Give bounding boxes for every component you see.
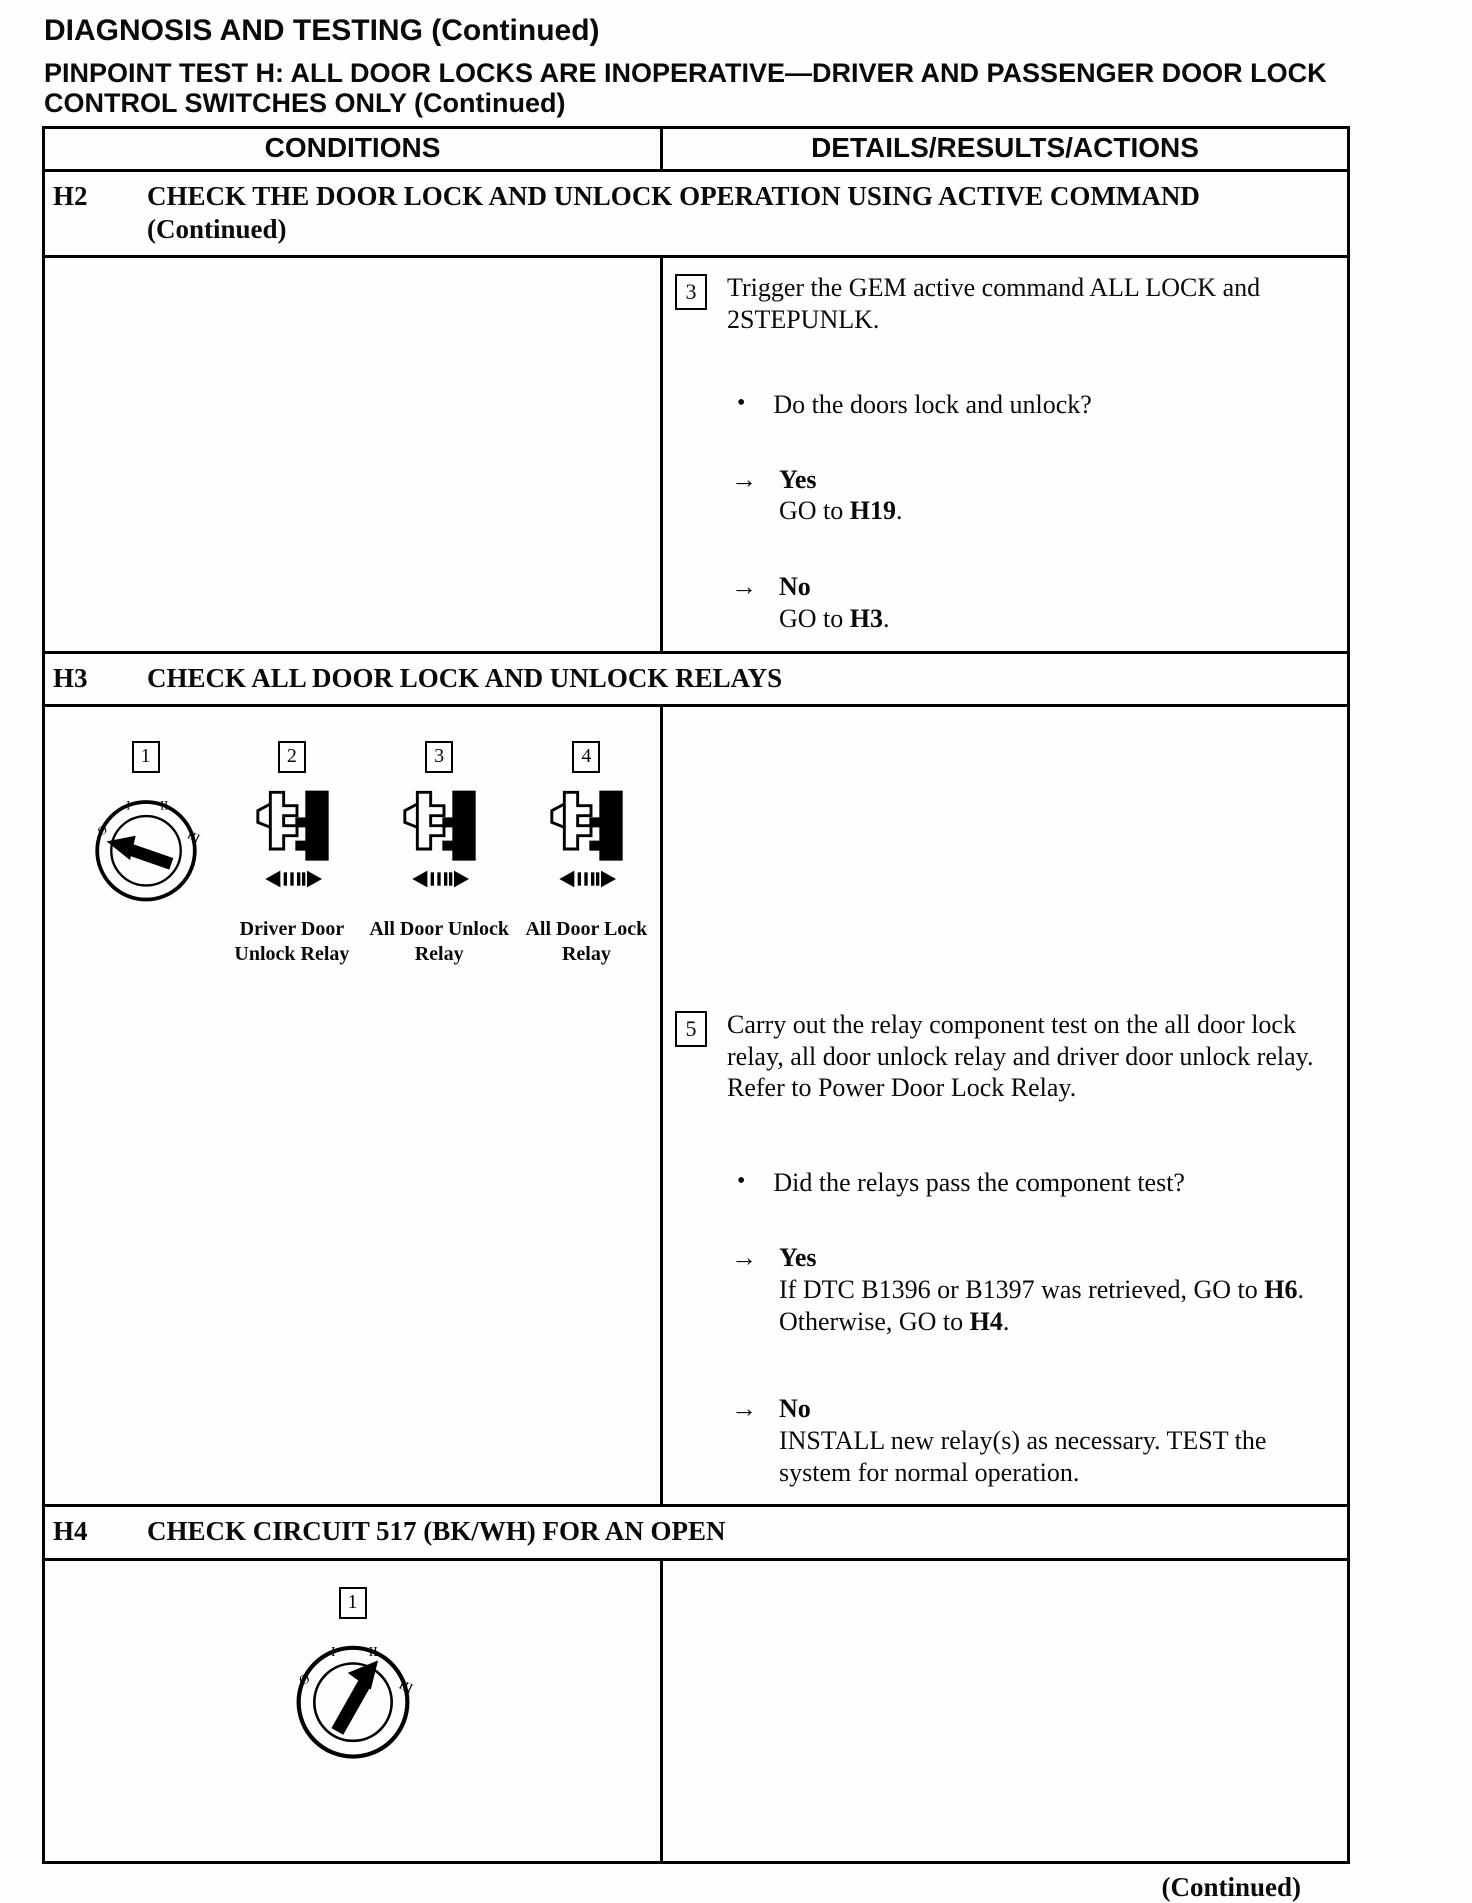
section-body-h2 — [45, 258, 1347, 653]
svg-text:Ø: Ø — [95, 821, 109, 839]
decision-yes-body — [779, 1242, 1324, 1337]
action-text: . — [883, 603, 890, 633]
question-text: Did the relays pass the component test? — [773, 1168, 1185, 1198]
svg-text:III: III — [184, 827, 202, 846]
result-yes-label: Yes — [779, 1243, 817, 1273]
action-text: GO to — [779, 603, 850, 633]
question-text: Do the doors lock and unlock? — [773, 389, 1092, 419]
relay-label-line1: All Door Lock — [525, 917, 648, 940]
h3-details-cell — [663, 707, 1347, 1504]
go-target: H3 — [849, 603, 884, 633]
column-header-conditions: CONDITIONS — [45, 129, 663, 169]
footer-continued: (Continued) — [1161, 1871, 1301, 1902]
result-no-label: No — [779, 572, 811, 602]
action-text: . — [896, 496, 903, 526]
decision-no — [731, 1393, 1337, 1488]
svg-text:Ø: Ø — [296, 1670, 312, 1688]
action-text: If DTC B1396 or B1397 was retrieved, GO to — [779, 1274, 1265, 1304]
step-5 — [675, 1009, 1337, 1104]
callout-number: 2 — [278, 741, 306, 773]
go-target: H19 — [849, 496, 897, 526]
step-number-badge: 3 — [675, 274, 707, 310]
relay-icon — [242, 785, 342, 903]
decision-no-body — [779, 571, 1324, 634]
arrow-icon: → — [731, 464, 757, 494]
result-yes-action — [779, 495, 1324, 527]
relay-icon — [389, 785, 489, 903]
result-no-action — [779, 603, 1324, 635]
decision-yes — [731, 1242, 1337, 1337]
pinpoint-test-table — [42, 126, 1350, 1863]
section-id-h4: H4 — [53, 1516, 88, 1547]
go-target: H6 — [1264, 1274, 1298, 1304]
ignition-switch-off-icon — [85, 785, 207, 909]
diagram-column-relay-2 — [366, 741, 513, 967]
page-title: DIAGNOSIS AND TESTING (Continued) — [44, 14, 600, 47]
arrow-icon: → — [731, 572, 757, 602]
diagram-column-relay-3 — [513, 741, 660, 967]
section-header-h2 — [45, 172, 1347, 258]
relay-test-diagram — [45, 707, 660, 967]
step-text: Trigger the GEM active command ALL LOCK and 2STEPUNLK. — [727, 273, 1261, 334]
section-title-h2 — [147, 180, 1200, 245]
h2-details-cell — [663, 258, 1347, 650]
svg-text:II: II — [368, 1643, 378, 1659]
h4-details-cell — [663, 1561, 1347, 1861]
action-text: GO to — [779, 496, 850, 526]
result-yes-label: Yes — [779, 464, 817, 494]
diagram-column-relay-1 — [218, 741, 365, 967]
section-header-h3 — [45, 654, 1347, 707]
section-title-h4: CHECK CIRCUIT 517 (BK/WH) FOR AN OPEN — [147, 1516, 726, 1547]
callout-number: 1 — [132, 741, 160, 773]
callout-number: 3 — [425, 741, 453, 773]
section-id-h2: H2 — [53, 181, 88, 212]
decision-yes — [731, 464, 1337, 527]
step-number-badge: 5 — [675, 1011, 707, 1047]
callout-number: 1 — [339, 1587, 367, 1619]
section-title-h3: CHECK ALL DOOR LOCK AND UNLOCK RELAYS — [147, 662, 783, 693]
svg-text:III: III — [396, 1676, 415, 1696]
h4-conditions-cell — [45, 1561, 663, 1861]
go-target: H4 — [969, 1306, 1003, 1336]
section-header-h4 — [45, 1507, 1347, 1560]
h2-conditions-cell — [45, 258, 663, 650]
section-title-line1: CHECK THE DOOR LOCK AND UNLOCK OPERATION USING ACTIVE COMMAND — [147, 181, 1200, 212]
relay-label-line1: All Door Unlock — [369, 917, 509, 940]
decision-no-body — [779, 1393, 1324, 1488]
arrow-icon: → — [731, 1394, 757, 1424]
svg-text:I: I — [125, 798, 130, 813]
relay-icon — [536, 785, 636, 903]
result-no-label: No — [779, 1394, 811, 1424]
relay-label-line2: Relay — [561, 942, 611, 965]
step-text: Carry out the relay component test on the all door lock relay, all door unlock relay and driver door unlock relay. Refer to Power Door Lock Relay. — [727, 1009, 1314, 1103]
bullet-icon: • — [737, 389, 746, 416]
relay-label-line2: Unlock Relay — [234, 942, 350, 965]
section-title-line2: (Continued) — [147, 213, 287, 244]
decision-no — [731, 571, 1337, 634]
callout-number: 4 — [572, 741, 600, 773]
arrow-icon: → — [731, 1243, 757, 1273]
ignition-switch-run-icon — [285, 1629, 421, 1767]
column-header-details: DETAILS/RESULTS/ACTIONS — [811, 132, 1199, 164]
action-text: . — [1002, 1306, 1010, 1336]
svg-text:II: II — [159, 798, 168, 813]
relay-label — [369, 917, 509, 967]
result-no-action: INSTALL new relay(s) as necessary. TEST the system for normal operation. — [779, 1425, 1267, 1487]
svg-text:I: I — [330, 1643, 336, 1659]
result-yes-action — [779, 1274, 1324, 1337]
diagram-column-ignition — [73, 741, 218, 967]
bullet-icon: • — [737, 1168, 746, 1195]
relay-label-line2: Relay — [414, 942, 464, 965]
relay-label — [234, 917, 349, 967]
relay-label-line1: Driver Door — [239, 917, 345, 940]
question-line — [737, 390, 1337, 420]
section-body-h4 — [45, 1561, 1347, 1861]
action-text: . Otherwise, GO to — [779, 1274, 1304, 1336]
section-id-h3: H3 — [53, 662, 88, 693]
page-subtitle: PINPOINT TEST H: ALL DOOR LOCKS ARE INOPERATIVE—DRIVER AND PASSENGER DOOR LOCK CONTROL SWITCHES ONLY (Continued) — [44, 58, 1327, 119]
ignition-diagram — [45, 1561, 660, 1767]
decision-yes-body — [779, 464, 1324, 527]
relay-label — [525, 917, 647, 967]
step-3 — [675, 272, 1337, 335]
table-header-row — [45, 129, 1347, 172]
h3-conditions-cell — [45, 707, 663, 1504]
question-line — [737, 1168, 1337, 1198]
section-body-h3 — [45, 707, 1347, 1507]
